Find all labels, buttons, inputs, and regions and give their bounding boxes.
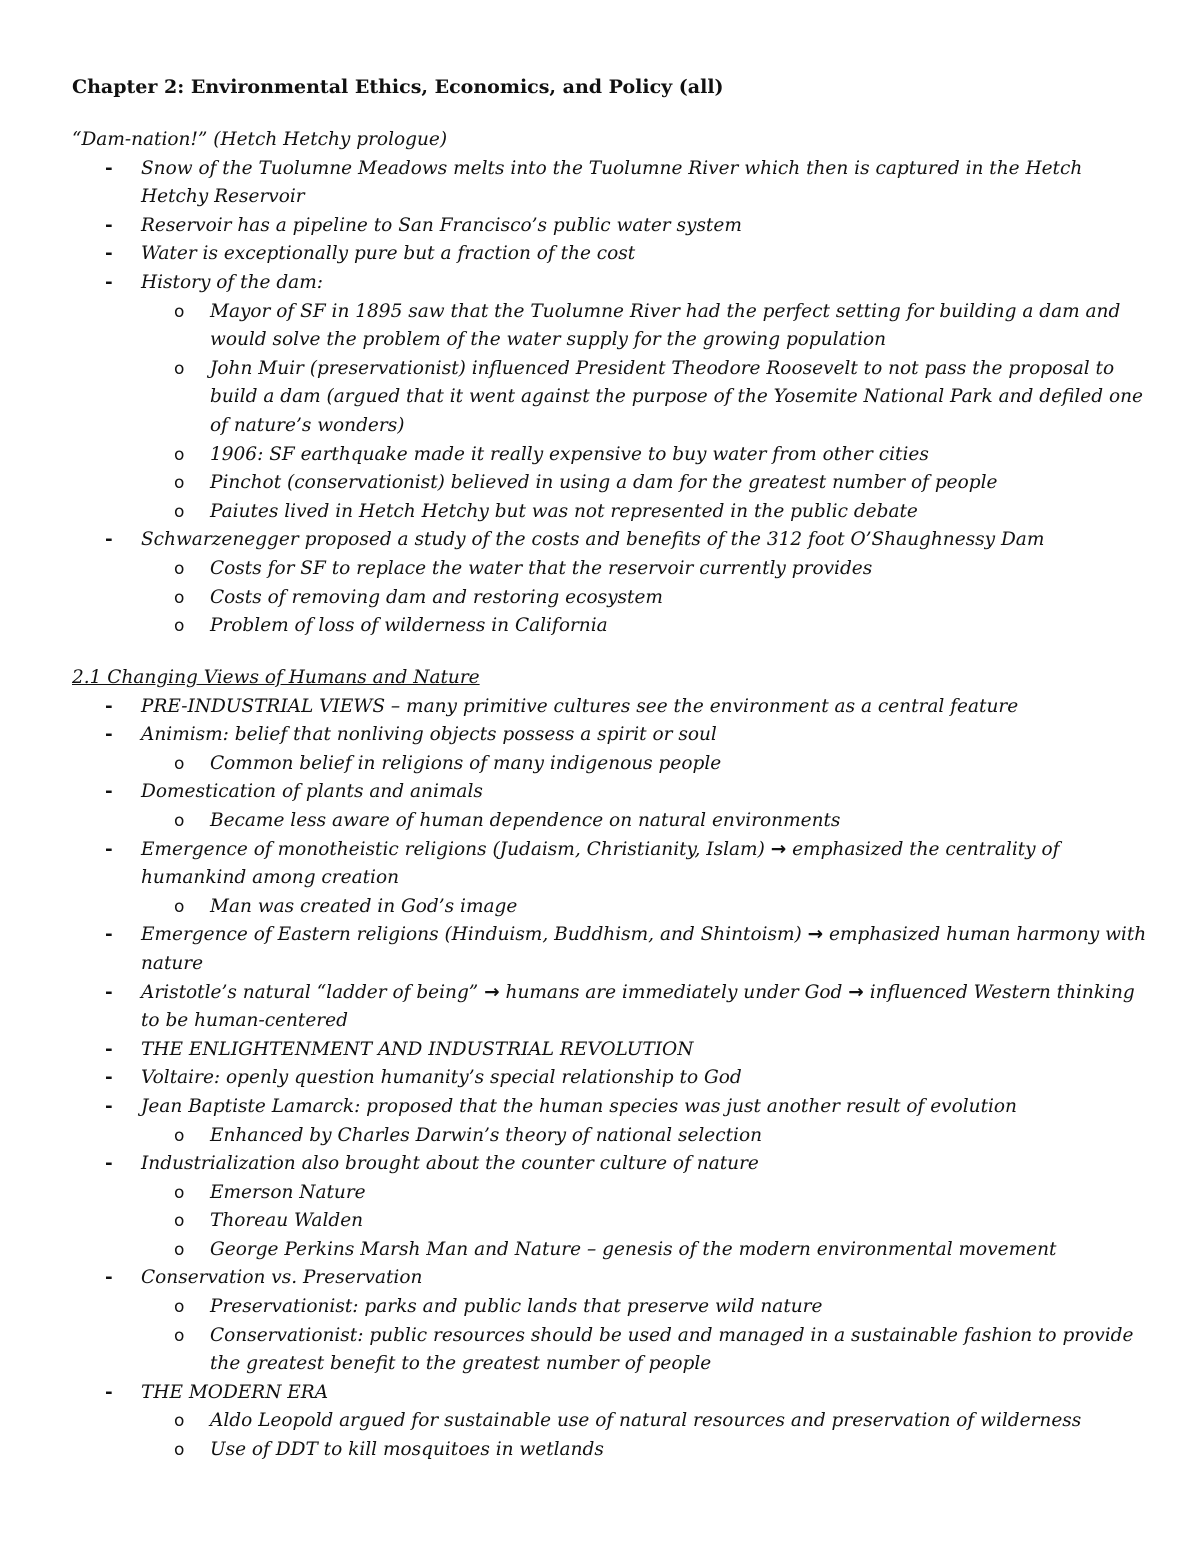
list-item-text	[141, 924, 1146, 974]
sub-list-item-text: 1906: SF earthquake made it really expensive to buy water from other cities	[210, 443, 929, 465]
dash-bullet-icon: -	[105, 981, 113, 1003]
text-run: Aristotle’s natural “ladder of being”	[141, 981, 485, 1003]
sub-list-item	[141, 807, 1152, 836]
right-arrow-icon: →	[770, 838, 787, 860]
list-item-text: Animism: belief that nonliving objects possess a spirit or soul	[141, 724, 717, 746]
circle-bullet-icon: o	[174, 1440, 185, 1461]
sub-bullet-list	[141, 807, 1152, 836]
circle-bullet-icon: o	[174, 753, 185, 774]
sub-list-item-text: Costs of removing dam and restoring ecosystem	[210, 586, 663, 608]
sub-bullet-list	[141, 1293, 1152, 1379]
dash-bullet-icon: -	[105, 924, 113, 946]
text-run: humans are immediately under God	[499, 981, 849, 1003]
dash-bullet-icon: -	[105, 1095, 113, 1117]
list-item-text: THE MODERN ERA	[141, 1381, 329, 1403]
sub-list-item	[141, 893, 1152, 922]
list-item	[72, 721, 1152, 778]
sub-bullet-list	[141, 555, 1152, 641]
list-item	[72, 1150, 1152, 1264]
list-item	[72, 836, 1152, 922]
dash-bullet-icon: -	[105, 838, 113, 860]
sub-list-item-text: Preservationist: parks and public lands that preserve wild nature	[210, 1296, 823, 1318]
sub-list-item	[141, 1322, 1152, 1379]
list-item	[72, 693, 1152, 722]
sub-list-item	[141, 1179, 1152, 1208]
sub-bullet-list	[141, 1179, 1152, 1265]
sub-list-item	[141, 555, 1152, 584]
list-item-text	[141, 982, 1135, 1032]
list-item	[72, 155, 1152, 212]
circle-bullet-icon: o	[174, 358, 185, 379]
circle-bullet-icon: o	[174, 1411, 185, 1432]
sub-bullet-list	[141, 1407, 1152, 1464]
sub-list-item-text: George Perkins Marsh Man and Nature – genesis of the modern environmental movement	[210, 1238, 1057, 1260]
text-run: Emergence of Eastern religions (Hinduism, Buddhism, and Shintoism)	[141, 924, 808, 946]
list-item-text: Voltaire: openly question humanity’s special relationship to God	[141, 1067, 742, 1089]
sub-list-item-text: Enhanced by Charles Darwin’s theory of national selection	[210, 1124, 763, 1146]
sub-list-item	[141, 1207, 1152, 1236]
list-item	[72, 1036, 1152, 1065]
list-item	[72, 269, 1152, 526]
sub-list-item-text: Paiutes lived in Hetch Hetchy but was not represented in the public debate	[210, 500, 918, 522]
list-item	[72, 979, 1152, 1036]
list-item	[72, 921, 1152, 978]
circle-bullet-icon: o	[174, 301, 185, 322]
sub-list-item-text: Common belief in religions of many indigenous people	[210, 752, 722, 774]
sub-list-item-text: Pinchot (conservationist) believed in using a dam for the greatest number of people	[210, 472, 998, 494]
list-item	[72, 1379, 1152, 1465]
dash-bullet-icon: -	[105, 1038, 113, 1060]
right-arrow-icon: →	[807, 924, 824, 946]
circle-bullet-icon: o	[174, 1239, 185, 1260]
bullet-list	[72, 155, 1152, 641]
sub-bullet-list	[141, 1122, 1152, 1151]
sub-list-item	[141, 584, 1152, 613]
sub-list-item	[141, 469, 1152, 498]
circle-bullet-icon: o	[174, 1297, 185, 1318]
sub-list-item-text: John Muir (preservationist) influenced President Theodore Roosevelt to not pass the proposal to build a dam (argued that it went against the purpose of the Yosemite National Park and defiled one of nature’s wonders)	[210, 357, 1143, 436]
dash-bullet-icon: -	[105, 1153, 113, 1175]
circle-bullet-icon: o	[174, 587, 185, 608]
list-item-text	[141, 839, 1060, 889]
text-run: Emergence of monotheistic religions (Judaism, Christianity, Islam)	[141, 838, 771, 860]
list-item-text: History of the dam:	[141, 271, 323, 293]
list-item	[72, 778, 1152, 835]
page-title: Chapter 2: Environmental Ethics, Economics, and Policy (all)	[72, 76, 724, 98]
list-item	[72, 1093, 1152, 1150]
list-item-text: Schwarzenegger proposed a study of the costs and benefits of the 312 foot O’Shaughnessy Dam	[141, 529, 1045, 551]
sub-list-item	[141, 498, 1152, 527]
sub-list-item-text: Man was created in God’s image	[210, 895, 518, 917]
section-hetch-hetchy	[72, 126, 1152, 641]
sub-list-item	[141, 1122, 1152, 1151]
sub-list-item-text: Aldo Leopold argued for sustainable use of natural resources and preservation of wilderness	[210, 1410, 1082, 1432]
circle-bullet-icon: o	[174, 1125, 185, 1146]
dash-bullet-icon: -	[105, 781, 113, 803]
sub-list-item-text: Emerson Nature	[210, 1181, 366, 1203]
dash-bullet-icon: -	[105, 214, 113, 236]
sub-list-item-text: Mayor of SF in 1895 saw that the Tuolumne River had the perfect setting for building a dam and would solve the problem of the water supply for the growing population	[210, 300, 1121, 351]
sub-list-item-text: Use of DDT to kill mosquitoes in wetlands	[210, 1439, 604, 1461]
section-changing-views	[72, 664, 1152, 1465]
sub-list-item	[141, 1436, 1152, 1465]
circle-bullet-icon: o	[174, 616, 185, 637]
right-arrow-icon: →	[484, 981, 500, 1003]
dash-bullet-icon: -	[105, 243, 113, 265]
sub-bullet-list	[141, 893, 1152, 922]
bullet-list	[72, 693, 1152, 1465]
list-item-text: Reservoir has a pipeline to San Francisco’s public water system	[141, 214, 742, 236]
circle-bullet-icon: o	[174, 896, 185, 917]
dash-bullet-icon: -	[105, 529, 113, 551]
circle-bullet-icon: o	[174, 558, 185, 579]
circle-bullet-icon: o	[174, 1211, 185, 1232]
list-item-text: Industrialization also brought about the counter culture of nature	[141, 1153, 759, 1175]
list-item	[72, 1064, 1152, 1093]
sub-list-item	[141, 441, 1152, 470]
list-item-text: Jean Baptiste Lamarck: proposed that the human species was just another result of evolution	[141, 1095, 1017, 1117]
sub-list-item	[141, 612, 1152, 641]
dash-bullet-icon: -	[105, 271, 113, 293]
section-heading: “Dam-nation!” (Hetch Hetchy prologue)	[72, 129, 448, 150]
sub-bullet-list	[141, 750, 1152, 779]
list-item-text: Water is exceptionally pure but a fraction of the cost	[141, 243, 636, 265]
circle-bullet-icon: o	[174, 473, 185, 494]
sub-bullet-list	[141, 298, 1152, 527]
list-item	[72, 526, 1152, 640]
dash-bullet-icon: -	[105, 157, 113, 179]
sub-list-item-text: Costs for SF to replace the water that the reservoir currently provides	[210, 557, 873, 579]
sub-list-item	[141, 750, 1152, 779]
list-item-text: Conservation vs. Preservation	[141, 1267, 423, 1289]
right-arrow-icon: →	[848, 981, 864, 1003]
section-heading: 2.1 Changing Views of Humans and Nature	[72, 667, 480, 688]
dash-bullet-icon: -	[105, 1067, 113, 1089]
sub-list-item	[141, 298, 1152, 355]
text-run: emphasized human harmony with nature	[141, 924, 1147, 974]
circle-bullet-icon: o	[174, 1182, 185, 1203]
list-item-text: PRE-INDUSTRIAL VIEWS – many primitive cultures see the environment as a central feature	[141, 695, 1019, 717]
sub-list-item-text: Conservationist: public resources should be used and managed in a sustainable fashion to provide the greatest benefit to the greatest number of people	[210, 1324, 1134, 1375]
list-item	[72, 212, 1152, 241]
sub-list-item	[141, 1407, 1152, 1436]
dash-bullet-icon: -	[105, 1267, 113, 1289]
sub-list-item-text: Became less aware of human dependence on natural environments	[210, 809, 841, 831]
circle-bullet-icon: o	[174, 444, 185, 465]
text-run: influenced Western thinking to be human-centered	[141, 981, 1135, 1032]
circle-bullet-icon: o	[174, 501, 185, 522]
sub-list-item-text: Problem of loss of wilderness in California	[210, 615, 608, 637]
list-item-text: Snow of the Tuolumne Meadows melts into the Tuolumne River which then is captured in the Hetch Hetchy Reservoir	[141, 157, 1083, 208]
list-item	[72, 240, 1152, 269]
sub-list-item	[141, 1236, 1152, 1265]
circle-bullet-icon: o	[174, 810, 185, 831]
list-item-text: Domestication of plants and animals	[141, 781, 483, 803]
list-item-text: THE ENLIGHTENMENT AND INDUSTRIAL REVOLUTION	[141, 1038, 694, 1060]
list-item	[72, 1264, 1152, 1378]
sub-list-item-text: Thoreau Walden	[210, 1210, 364, 1232]
sub-list-item	[141, 1293, 1152, 1322]
dash-bullet-icon: -	[105, 724, 113, 746]
dash-bullet-icon: -	[105, 695, 113, 717]
sub-list-item	[141, 355, 1152, 441]
text-run: emphasized the centrality of humankind among creation	[141, 838, 1060, 889]
dash-bullet-icon: -	[105, 1381, 113, 1403]
circle-bullet-icon: o	[174, 1325, 185, 1346]
